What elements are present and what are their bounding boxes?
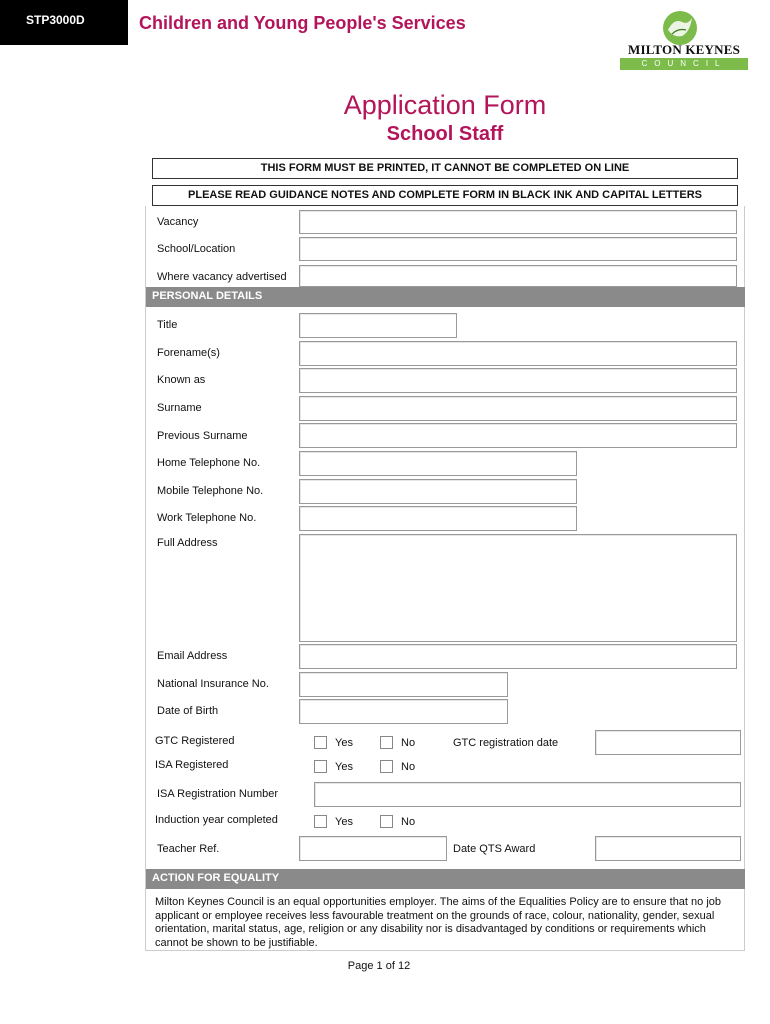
ni-number-label: National Insurance No. [157,678,269,690]
where-advertised-label: Where vacancy advertised [157,271,287,283]
gtc-no-checkbox[interactable] [380,736,393,749]
page-number: Page 1 of 12 [347,960,411,972]
full-address-label: Full Address [157,537,218,549]
equality-heading: ACTION FOR EQUALITY [146,869,745,889]
work-telephone-label: Work Telephone No. [157,512,257,524]
induction-label: Induction year completed [155,814,278,826]
induction-no-checkbox[interactable] [380,815,393,828]
date-of-birth-label: Date of Birth [157,705,219,717]
surname-label: Surname [157,402,202,414]
work-telephone-field[interactable] [299,506,577,531]
teacher-ref-label: Teacher Ref. [157,843,220,855]
council-logo-icon [660,10,700,46]
notice-print-only: THIS FORM MUST BE PRINTED, IT CANNOT BE COMPLETED ON LINE [152,158,738,179]
isa-number-field[interactable] [314,782,741,807]
known-as-field[interactable] [299,368,737,393]
school-location-field[interactable] [299,237,737,261]
full-address-field[interactable] [299,534,737,642]
email-label: Email Address [157,650,228,662]
department-title: Children and Young People's Services [139,13,466,33]
home-telephone-field[interactable] [299,451,577,476]
gtc-date-field[interactable] [595,730,741,755]
previous-surname-label: Previous Surname [157,430,248,442]
gtc-registered-label: GTC Registered [155,735,235,747]
email-field[interactable] [299,644,737,669]
isa-number-label: ISA Registration Number [157,788,279,800]
mobile-telephone-label: Mobile Telephone No. [157,485,264,497]
title-field[interactable] [299,313,457,338]
teacher-ref-field[interactable] [299,836,447,861]
forenames-field[interactable] [299,341,737,366]
form-code-badge: STP3000D [0,0,128,45]
induction-no-label: No [401,816,416,828]
page-title: Application Form [343,90,547,120]
notice-guidance: PLEASE READ GUIDANCE NOTES AND COMPLETE FORM IN BLACK INK AND CAPITAL LETTERS [152,185,738,206]
gtc-no-label: No [401,737,416,749]
mobile-telephone-field[interactable] [299,479,577,504]
forenames-label: Forename(s) [157,347,220,359]
qts-date-field[interactable] [595,836,741,861]
logo-subtitle: COUNCIL [620,58,748,70]
vacancy-label: Vacancy [157,216,199,228]
school-location-label: School/Location [157,243,236,255]
isa-registered-label: ISA Registered [155,759,229,771]
page-subtitle: School Staff [386,123,504,145]
where-advertised-field[interactable] [299,265,737,287]
qts-date-label: Date QTS Award [453,843,536,855]
isa-no-checkbox[interactable] [380,760,393,773]
induction-yes-label: Yes [335,816,353,828]
induction-yes-checkbox[interactable] [314,815,327,828]
home-telephone-label: Home Telephone No. [157,457,261,469]
previous-surname-field[interactable] [299,423,737,448]
known-as-label: Known as [157,374,206,386]
surname-field[interactable] [299,396,737,421]
date-of-birth-field[interactable] [299,699,508,724]
logo-name: MILTON KEYNES [627,42,741,57]
personal-details-heading: PERSONAL DETAILS [146,287,745,307]
ni-number-field[interactable] [299,672,508,697]
isa-yes-checkbox[interactable] [314,760,327,773]
isa-yes-label: Yes [335,761,353,773]
title-label: Title [157,319,178,331]
gtc-yes-checkbox[interactable] [314,736,327,749]
isa-no-label: No [401,761,416,773]
gtc-date-label: GTC registration date [453,737,559,749]
gtc-yes-label: Yes [335,737,353,749]
vacancy-field[interactable] [299,210,737,234]
equality-statement: Milton Keynes Council is an equal opportunities employer. The aims of the Equalities Policy are to ensure that no job applicant or employee receives less favourable treatment on the grounds of race, colour, nationality, gender, sexual orientation, marital status, age, religion or any disability nor is disadvantaged by conditions or requirements which cannot be shown to be justifiable. [155,896,722,949]
